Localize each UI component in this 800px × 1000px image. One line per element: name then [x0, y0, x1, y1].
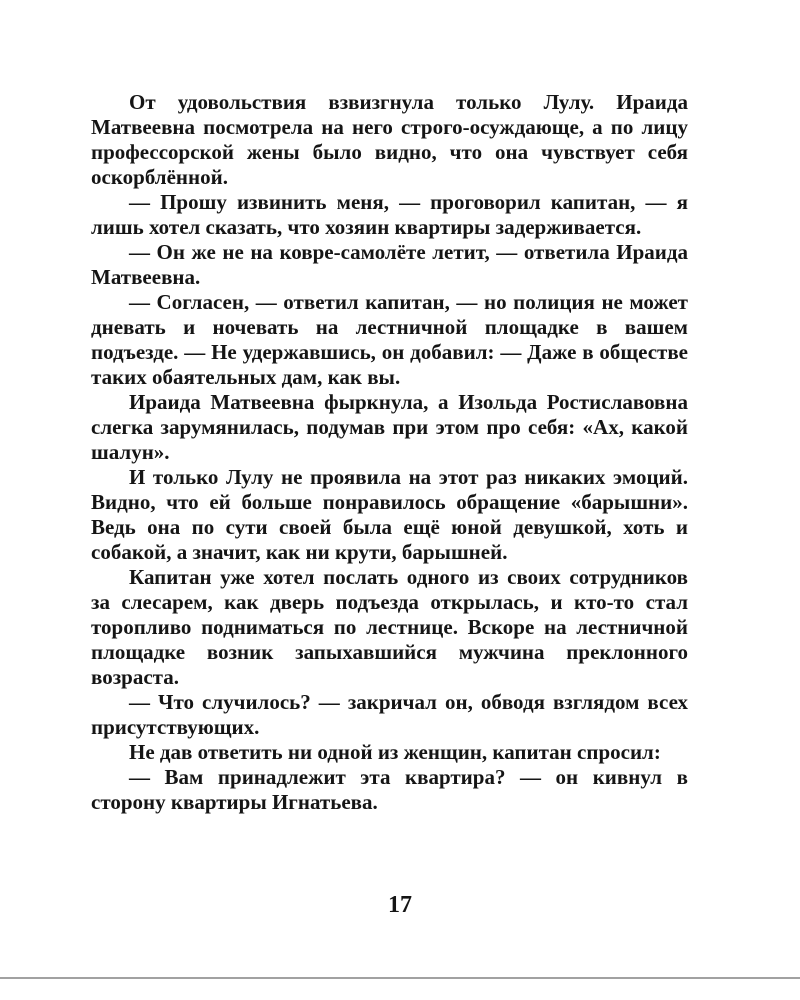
- paragraph: — Согласен, — ответил капитан, — но полиция не может дневать и ночевать на лестничной площадке в вашем подъезде. — Не удержавшись, он добавил: — Даже в обществе таких обаятельных дам, как вы.: [91, 290, 688, 389]
- paragraph: — Вам принадлежит эта квартира? — он кивнул в сторону квартиры Игнатьева.: [91, 765, 688, 814]
- scan-edge-line: [0, 977, 800, 979]
- paragraph: — Прошу извинить меня, — проговорил капитан, — я лишь хотел сказать, что хозяин квартиры задерживается.: [91, 190, 688, 239]
- paragraph: От удовольствия взвизгнула только Лулу. Ираида Матвеевна посмотрела на него строго-осуждающе, а по лицу профессорской жены было видно, что она чувствует себя оскорблённой.: [91, 90, 688, 189]
- paragraph: Ираида Матвеевна фыркнула, а Изольда Ростиславовна слегка зарумянилась, подумав при этом про себя: «Ах, какой шалун».: [91, 390, 688, 464]
- paragraph: — Он же не на ковре-самолёте летит, — ответила Ираида Матвеевна.: [91, 240, 688, 289]
- paragraph: И только Лулу не проявила на этот раз никаких эмоций. Видно, что ей больше понравилось обращение «барышни». Ведь она по сути своей была ещё юной девушкой, хоть и собакой, а значит, как ни крути, барышней.: [91, 465, 688, 564]
- paragraph: Не дав ответить ни одной из женщин, капитан спросил:: [129, 740, 661, 764]
- paragraph: — Что случилось? — закричал он, обводя взглядом всех присутствующих.: [91, 690, 688, 739]
- page-number: 17: [388, 892, 412, 918]
- paragraph: Капитан уже хотел послать одного из своих сотрудников за слесарем, как дверь подъезда открылась, и кто-то стал торопливо подниматься по лестнице. Вскоре на лестничной площадке возник запыхавшийся мужчина преклонного возраста.: [91, 565, 688, 689]
- page-text-block: [91, 90, 688, 815]
